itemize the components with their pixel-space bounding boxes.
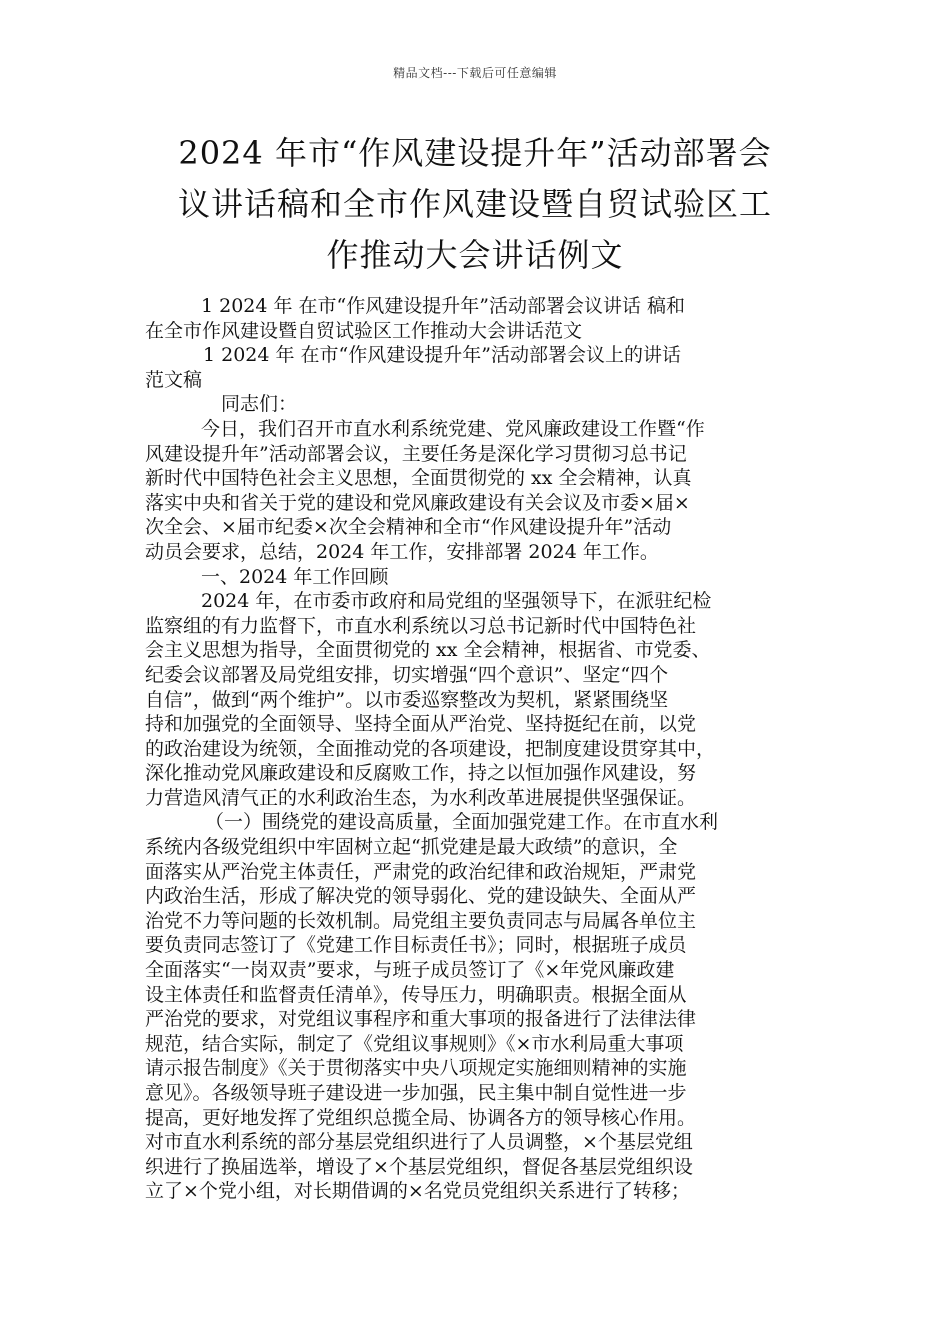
body-line: 同志们： <box>221 393 298 416</box>
title-line: 作推动大会讲话例文 <box>326 236 624 274</box>
body-line: 监察组的有力监督下，市直水利系统以习总书记新时代中国特色社 <box>145 614 697 637</box>
body-line: 设主体责任和监督责任清单》，传导压力，明确职责。根据全面从 <box>145 983 687 1006</box>
title-line: 议讲话稿和全市作风建设暨自贸试验区工 <box>177 185 772 223</box>
body-line: 范文稿 <box>145 368 203 391</box>
document-body <box>145 294 810 1204</box>
body-line: 风建设提升年”活动部署会议，主要任务是深化学习贯彻习总书记 <box>145 442 687 465</box>
body-line: （一）围绕党的建设高质量，全面加强党建工作。在市直水利 <box>205 811 719 834</box>
document-title <box>140 128 810 281</box>
body-line: 自信”，做到“两个维护”。以市委巡察整改为契机，紧紧围绕坚 <box>145 688 669 711</box>
body-line: 一、2024 年工作回顾 <box>201 565 389 588</box>
body-line: 规范，结合实际，制定了《党组议事规则》《×市水利局重大事项 <box>145 1032 684 1055</box>
body-line: 内政治生活，形成了解决党的领导弱化、党的建设缺失、全面从严 <box>145 885 697 908</box>
body-line: 新时代中国特色社会主义思想，全面贯彻党的 xx 全会精神，认真 <box>145 467 692 490</box>
body-line: 1 2024 年 在市“作风建设提升年”活动部署会议上的讲话 <box>203 344 681 367</box>
header-note: 精品文档---下载后可任意编辑 <box>393 66 557 80</box>
body-line: 织进行了换届选举，增设了×个基层党组织，督促各基层党组织设 <box>145 1155 693 1178</box>
body-line: 立了×个党小组，对长期借调的×名党员党组织关系进行了转移； <box>145 1180 690 1203</box>
body-line: 治党不力等问题的长效机制。局党组主要负责同志与局属各单位主 <box>145 909 697 932</box>
body-line: 严治党的要求，对党组议事程序和重大事项的报备进行了法律法律 <box>145 1008 697 1031</box>
body-line: 要负责同志签订了《党建工作目标责任书》；同时，根据班子成员 <box>145 934 687 957</box>
body-line: 在全市作风建设暨自贸试验区工作推动大会讲话范文 <box>145 319 583 342</box>
body-line: 2024 年，在市委市政府和局党组的坚强领导下，在派驻纪检 <box>201 590 712 613</box>
body-line: 深化推动党风廉政建设和反腐败工作，持之以恒加强作风建设，努 <box>145 762 697 785</box>
body-line: 纪委会议部署及局党组安排，切实增强“四个意识”、坚定“四个 <box>145 663 669 686</box>
body-line: 1 2024 年 在市“作风建设提升年”活动部署会议讲话 稿和 <box>201 295 686 317</box>
body-line: 系统内各级党组织中牢固树立起“抓党建是最大政绩”的意识，全 <box>145 836 678 859</box>
body-line: 面落实从严治党主体责任，严肃党的政治纪律和政治规矩，严肃党 <box>145 860 697 883</box>
body-line: 持和加强党的全面领导、坚持全面从严治党、坚持挺纪在前，以党 <box>145 713 697 736</box>
body-line: 提高，更好地发挥了党组织总揽全局、协调各方的领导核心作用。 <box>145 1106 697 1129</box>
body-line: 全面落实“一岗双责”要求，与班子成员签订了《×年党风廉政建 <box>145 959 675 982</box>
body-line: 动员会要求，总结，2024 年工作，安排部署 2024 年工作。 <box>145 540 659 563</box>
body-line: 的政治建设为统领，全面推动党的各项建设，把制度建设贯穿其中， <box>145 737 716 760</box>
body-line: 次全会、×届市纪委×次全会精神和全市“作风建设提升年”活动 <box>145 516 672 539</box>
body-line: 对市直水利系统的部分基层党组织进行了人员调整，×个基层党组 <box>145 1131 693 1154</box>
body-line: 会主义思想为指导，全面贯彻党的 xx 全会精神，根据省、市党委、 <box>145 639 711 662</box>
body-line: 请示报告制度》《关于贯彻落实中央八项规定实施细则精神的实施 <box>145 1057 687 1080</box>
title-line: 2024 年市“作风建设提升年”活动部署会 <box>178 134 772 172</box>
body-line: 力营造风清气正的水利政治生态，为水利改革进展提供坚强保证。 <box>145 786 697 809</box>
body-line: 意见》。各级领导班子建设进一步加强，民主集中制自觉性进一步 <box>145 1082 687 1104</box>
body-line: 今日，我们召开市直水利系统党建、党风廉政建设工作暨“作 <box>201 417 705 440</box>
body-line: 落实中央和省关于党的建设和党风廉政建设有关会议及市委×届× <box>145 491 690 514</box>
